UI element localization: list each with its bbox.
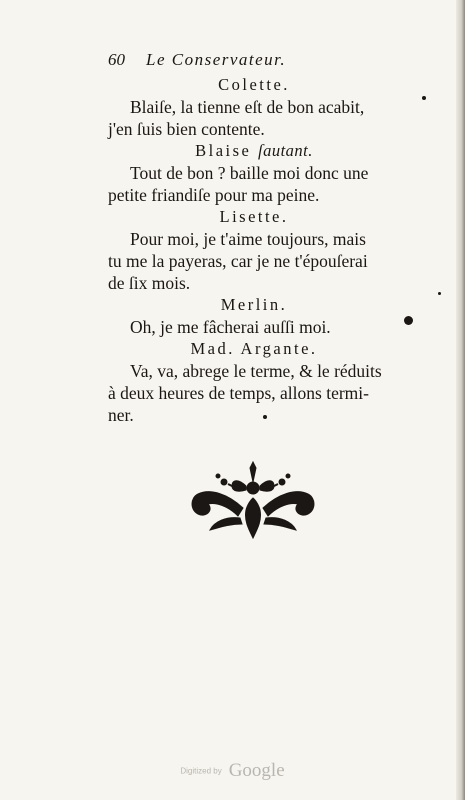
- dialogue-text: [108, 74, 400, 426]
- dialogue-line: Oh, je me fâcherai auſſi moi.: [130, 317, 331, 337]
- dialogue-line: petite friandiſe pour ma peine.: [108, 185, 320, 205]
- ink-speck: [263, 415, 267, 419]
- fleuron-ornament-icon: [188, 458, 318, 544]
- dialogue-line: tu me la payeras, car je ne t'épouſerai: [108, 251, 368, 271]
- page-number: 60: [108, 50, 125, 69]
- digitization-watermark: [0, 760, 465, 782]
- running-title: Le Conservateur.: [146, 50, 287, 69]
- ink-speck: [422, 96, 426, 100]
- dialogue-line: Pour moi, je t'aime toujours, mais: [130, 229, 366, 249]
- speaker-name: Blaise ſautant.: [195, 141, 313, 160]
- dialogue-line: Tout de bon ? baille moi donc une: [130, 163, 369, 183]
- google-logo-text: Google: [228, 760, 285, 781]
- speaker-name: Merlin.: [220, 295, 288, 314]
- page-header: [108, 50, 398, 72]
- digitized-by-label: Digitized by: [180, 766, 222, 776]
- speaker-name: Mad. Argante.: [190, 339, 318, 358]
- speaker-name: Colette.: [218, 75, 290, 94]
- dialogue-line: à deux heures de temps, allons termi-: [108, 383, 369, 403]
- stage-direction: ſautant.: [257, 141, 313, 160]
- ink-speck: [438, 292, 441, 295]
- dialogue-line: Va, va, abrege le terme, & le réduits: [130, 361, 382, 381]
- speaker-name: Lisette.: [219, 207, 289, 226]
- dialogue-line: de ſix mois.: [108, 273, 191, 293]
- dialogue-line: Blaiſe, la tienne eſt de bon acabit,: [130, 97, 365, 117]
- ink-speck: [404, 316, 413, 325]
- dialogue-line: ner.: [108, 405, 134, 425]
- dialogue-line: j'en ſuis bien contente.: [108, 119, 265, 139]
- page-edge: [456, 0, 465, 800]
